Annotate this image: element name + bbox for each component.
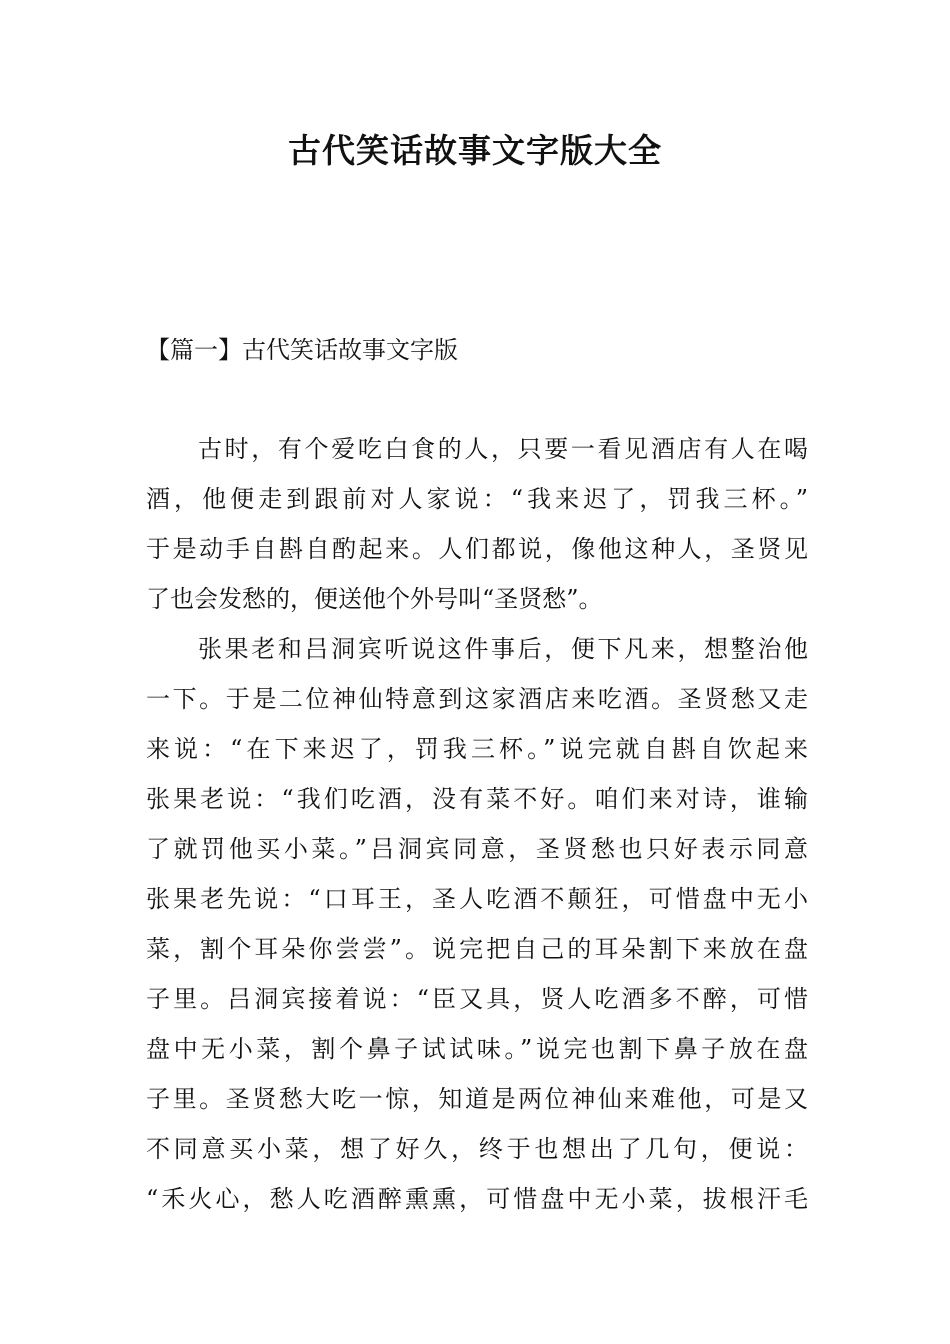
text-line: 古时，有个爱吃白食的人，只要一看见酒店有人在喝 — [198, 435, 808, 463]
text-line: 酒，他便走到跟前对人家说：“我来迟了，罚我三杯。” — [146, 485, 808, 513]
text-line: 张果老说：“我们吃酒，没有菜不好。咱们来对诗，谁输 — [146, 785, 808, 813]
text-line: 张果老和吕洞宾听说这件事后，便下凡来，想整治他 — [198, 635, 808, 663]
document-title: 古代笑话故事文字版大全 — [288, 131, 662, 170]
text-line: 子里。吕洞宾接着说：“臣又具，贤人吃酒多不醉，可惜 — [146, 985, 808, 1013]
text-line: 于是动手自斟自酌起来。人们都说，像他这种人，圣贤见 — [146, 535, 808, 563]
body-text — [146, 424, 808, 1224]
text-line: 不同意买小菜，想了好久，终于也想出了几句，便说： — [146, 1135, 808, 1163]
text-line: 张果老先说：“口耳王，圣人吃酒不颠狂，可惜盘中无小 — [146, 885, 808, 913]
text-line: 盘中无小菜，割个鼻子试试味。”说完也割下鼻子放在盘 — [146, 1035, 808, 1063]
text-line: 了就罚他买小菜。”吕洞宾同意，圣贤愁也只好表示同意 — [146, 835, 808, 863]
text-line: 菜，割个耳朵你尝尝”。说完把自己的耳朵割下来放在盘 — [146, 935, 808, 963]
text-line: “禾火心，愁人吃酒醉熏熏，可惜盘中无小菜，拔根汗毛 — [146, 1185, 808, 1213]
section-heading: 【篇一】古代笑话故事文字版 — [146, 336, 458, 364]
text-line: 子里。圣贤愁大吃一惊，知道是两位神仙来难他，可是又 — [146, 1085, 808, 1113]
text-line: 一下。于是二位神仙特意到这家酒店来吃酒。圣贤愁又走 — [146, 685, 808, 713]
text-line: 了也会发愁的，便送他个外号叫“圣贤愁”。 — [146, 585, 603, 613]
text-line: 来说：“在下来迟了，罚我三杯。”说完就自斟自饮起来 — [146, 735, 808, 763]
